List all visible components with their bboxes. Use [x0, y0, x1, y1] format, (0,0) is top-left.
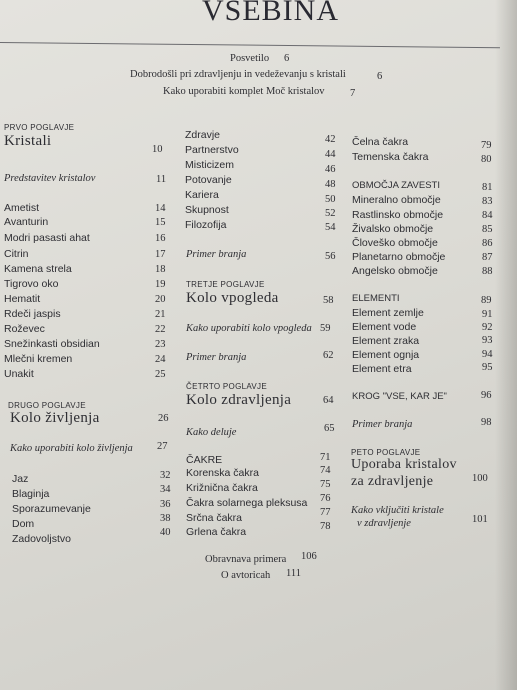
chapter-label: TRETJE POGLAVJE — [186, 280, 265, 289]
toc-entry-label: Roževec — [4, 323, 45, 335]
toc-entry-page: 52 — [325, 208, 336, 219]
toc-entry-page: 6 — [284, 53, 290, 64]
toc-entry-page: 10 — [152, 144, 163, 155]
section-heading: KROG "VSE, KAR JE" — [352, 391, 447, 402]
toc-entry-page: 62 — [323, 350, 334, 361]
toc-entry-label: Kako uporabiti kolo življenja — [10, 443, 133, 454]
toc-entry-page: 50 — [325, 194, 336, 205]
toc-entry-page: 27 — [157, 441, 168, 452]
toc-entry-label: Dom — [12, 518, 35, 530]
toc-entry-page: 84 — [482, 210, 493, 221]
toc-entry-page: 54 — [325, 222, 336, 233]
toc-entry-label: Posvetilo — [230, 53, 270, 64]
chapter-title: Kolo zdravljenja — [186, 392, 292, 408]
toc-entry-page: 87 — [482, 252, 493, 263]
toc-entry-label: Človeško območje — [352, 237, 438, 249]
toc-entry-page: 111 — [286, 568, 301, 579]
toc-entry-label: Mineralno območje — [352, 194, 441, 206]
toc-entry-page: 92 — [482, 322, 493, 333]
toc-entry-page: 88 — [482, 266, 493, 277]
toc-entry-label: Element ognja — [352, 349, 420, 361]
title-rule — [0, 42, 500, 48]
toc-entry-page: 25 — [155, 369, 166, 380]
toc-entry-page: 14 — [155, 203, 166, 214]
toc-entry-label: Angelsko območje — [352, 265, 438, 277]
toc-entry-label: Potovanje — [185, 174, 232, 186]
toc-entry-label: Zdravje — [185, 129, 221, 141]
toc-entry-label: Primer branja — [186, 352, 247, 363]
toc-entry-label: Planetarno območje — [352, 251, 446, 263]
toc-entry-page: 11 — [156, 174, 167, 185]
toc-entry-page: 18 — [155, 264, 166, 275]
toc-entry-page: 71 — [320, 452, 331, 463]
toc-entry-label: Križnična čakra — [186, 482, 258, 494]
toc-entry-label: Snežinkasti obsidian — [4, 338, 100, 350]
toc-entry-label: Kako uporabiti komplet Moč kristalov — [163, 86, 325, 97]
toc-entry-page: 74 — [320, 465, 331, 476]
toc-entry-label: Kako vključiti kristale — [351, 505, 444, 516]
toc-entry-label: Kamena strela — [4, 263, 72, 275]
toc-entry-page: 19 — [155, 279, 166, 290]
toc-entry-page: 98 — [481, 417, 492, 428]
page-edge-shadow — [495, 0, 517, 690]
section-heading: OBMOČJA ZAVESTI — [352, 180, 440, 191]
toc-entry-label: Grlena čakra — [186, 526, 247, 538]
toc-entry-label: Partnerstvo — [185, 144, 239, 156]
toc-entry-label: Srčna čakra — [186, 512, 243, 524]
toc-entry-page: 7 — [350, 88, 356, 99]
chapter-title: Uporaba kristalov — [351, 457, 457, 472]
toc-entry-label: Primer branja — [186, 249, 247, 260]
toc-entry-page: 81 — [482, 182, 493, 193]
toc-entry-page: 80 — [481, 154, 492, 165]
toc-entry-page: 96 — [481, 390, 492, 401]
toc-entry-page: 40 — [160, 527, 171, 538]
toc-entry-label: v zdravljenje — [357, 518, 411, 529]
toc-entry-page: 78 — [320, 521, 331, 532]
toc-entry-label: Predstavitev kristalov — [4, 173, 96, 184]
toc-entry-label: Unakit — [4, 368, 34, 380]
toc-entry-label: Misticizem — [185, 159, 234, 171]
chapter-label: ČETRTO POGLAVJE — [186, 382, 267, 391]
section-heading: ELEMENTI — [352, 293, 400, 304]
toc-entry-label: Čakra solarnega pleksusa — [186, 497, 308, 509]
chapter-label: PETO POGLAVJE — [351, 448, 421, 457]
toc-entry-label: Rdeči jaspis — [4, 308, 61, 320]
toc-entry-page: 21 — [155, 309, 166, 320]
toc-entry-page: 6 — [377, 71, 383, 82]
toc-entry-page: 23 — [155, 339, 166, 350]
toc-entry-label: Tigrovo oko — [4, 278, 59, 290]
toc-entry-page: 93 — [482, 335, 493, 346]
toc-entry-label: Element vode — [352, 321, 417, 333]
toc-entry-label: Ametist — [4, 202, 40, 214]
toc-entry-page: 85 — [482, 224, 493, 235]
toc-entry-page: 34 — [160, 484, 171, 495]
toc-entry-page: 100 — [472, 473, 488, 484]
toc-entry-page: 17 — [155, 249, 166, 260]
toc-entry-page: 101 — [472, 514, 488, 525]
toc-entry-page: 16 — [155, 233, 166, 244]
toc-entry-label: Temenska čakra — [352, 151, 429, 163]
toc-entry-label: Citrin — [4, 248, 29, 260]
toc-entry-page: 44 — [325, 149, 336, 160]
toc-entry-page: 65 — [324, 423, 335, 434]
toc-entry-page: 77 — [320, 507, 331, 518]
toc-entry-label: Element zraka — [352, 335, 420, 347]
toc-entry-page: 94 — [482, 349, 493, 360]
toc-entry-page: 20 — [155, 294, 166, 305]
toc-entry-page: 32 — [160, 470, 171, 481]
toc-entry-page: 86 — [482, 238, 493, 249]
chapter-title: Kristali — [4, 133, 52, 149]
chapter-label: DRUGO POGLAVJE — [8, 401, 86, 410]
toc-entry-page: 106 — [301, 551, 317, 562]
chapter-title: Kolo vpogleda — [186, 290, 279, 306]
toc-entry-label: Hematit — [4, 293, 41, 305]
toc-entry-page: 79 — [481, 140, 492, 151]
toc-entry-page: 75 — [320, 479, 331, 490]
toc-entry-label: Modri pasasti ahat — [4, 232, 90, 244]
toc-entry-page: 56 — [325, 251, 336, 262]
chapter-title: Kolo življenja — [10, 410, 100, 426]
toc-entry-label: ČAKRE — [186, 454, 223, 466]
toc-entry-label: Blaginja — [12, 488, 50, 500]
chapter-title: za zdravljenje — [351, 474, 434, 489]
toc-entry-label: Rastlinsko območje — [352, 209, 444, 221]
toc-entry-label: Element zemlje — [352, 307, 424, 319]
toc-entry-page: 38 — [160, 513, 171, 524]
toc-entry-page: 36 — [160, 499, 171, 510]
toc-entry-label: Filozofija — [185, 219, 227, 231]
toc-entry-label: Kako uporabiti kolo vpogleda — [186, 323, 312, 334]
toc-entry-page: 24 — [155, 354, 166, 365]
toc-entry-page: 48 — [325, 179, 336, 190]
toc-entry-page: 46 — [325, 164, 336, 175]
toc-entry-page: 89 — [481, 295, 492, 306]
toc-entry-page: 22 — [155, 324, 166, 335]
toc-entry-label: Zadovoljstvo — [12, 533, 71, 545]
toc-entry-page: 59 — [320, 323, 331, 334]
toc-entry-page: 76 — [320, 493, 331, 504]
toc-entry-label: Skupnost — [185, 204, 229, 216]
toc-entry-label: Čelna čakra — [352, 136, 409, 148]
toc-entry-label: Element etra — [352, 363, 412, 375]
toc-entry-label: Korenska čakra — [186, 467, 259, 479]
toc-entry-label: Mlečni kremen — [4, 353, 73, 365]
toc-entry-page: 58 — [323, 295, 334, 306]
toc-entry-label: Kako deluje — [186, 427, 237, 438]
toc-entry-label: Obravnava primera — [205, 554, 287, 565]
toc-entry-page: 83 — [482, 196, 493, 207]
toc-entry-label: O avtoricah — [221, 570, 271, 581]
toc-entry-label: Jaz — [12, 473, 29, 485]
toc-entry-label: Kariera — [185, 189, 219, 201]
toc-entry-label: Živalsko območje — [352, 223, 434, 235]
toc-entry-page: 95 — [482, 362, 493, 373]
toc-entry-page: 15 — [155, 217, 166, 228]
toc-entry-label: Sporazumevanje — [12, 503, 91, 515]
toc-entry-page: 42 — [325, 134, 336, 145]
toc-entry-page: 64 — [323, 395, 334, 406]
toc-entry-label: Dobrodošli pri zdravljenju in vedeževanju s kristali — [130, 69, 346, 80]
toc-entry-label: Avanturin — [4, 216, 49, 228]
toc-entry-label: Primer branja — [352, 419, 413, 430]
page-title: VSEBINA — [202, 0, 340, 27]
toc-entry-page: 91 — [482, 309, 493, 320]
chapter-label: PRVO POGLAVJE — [4, 123, 75, 132]
toc-entry-page: 26 — [158, 413, 169, 424]
